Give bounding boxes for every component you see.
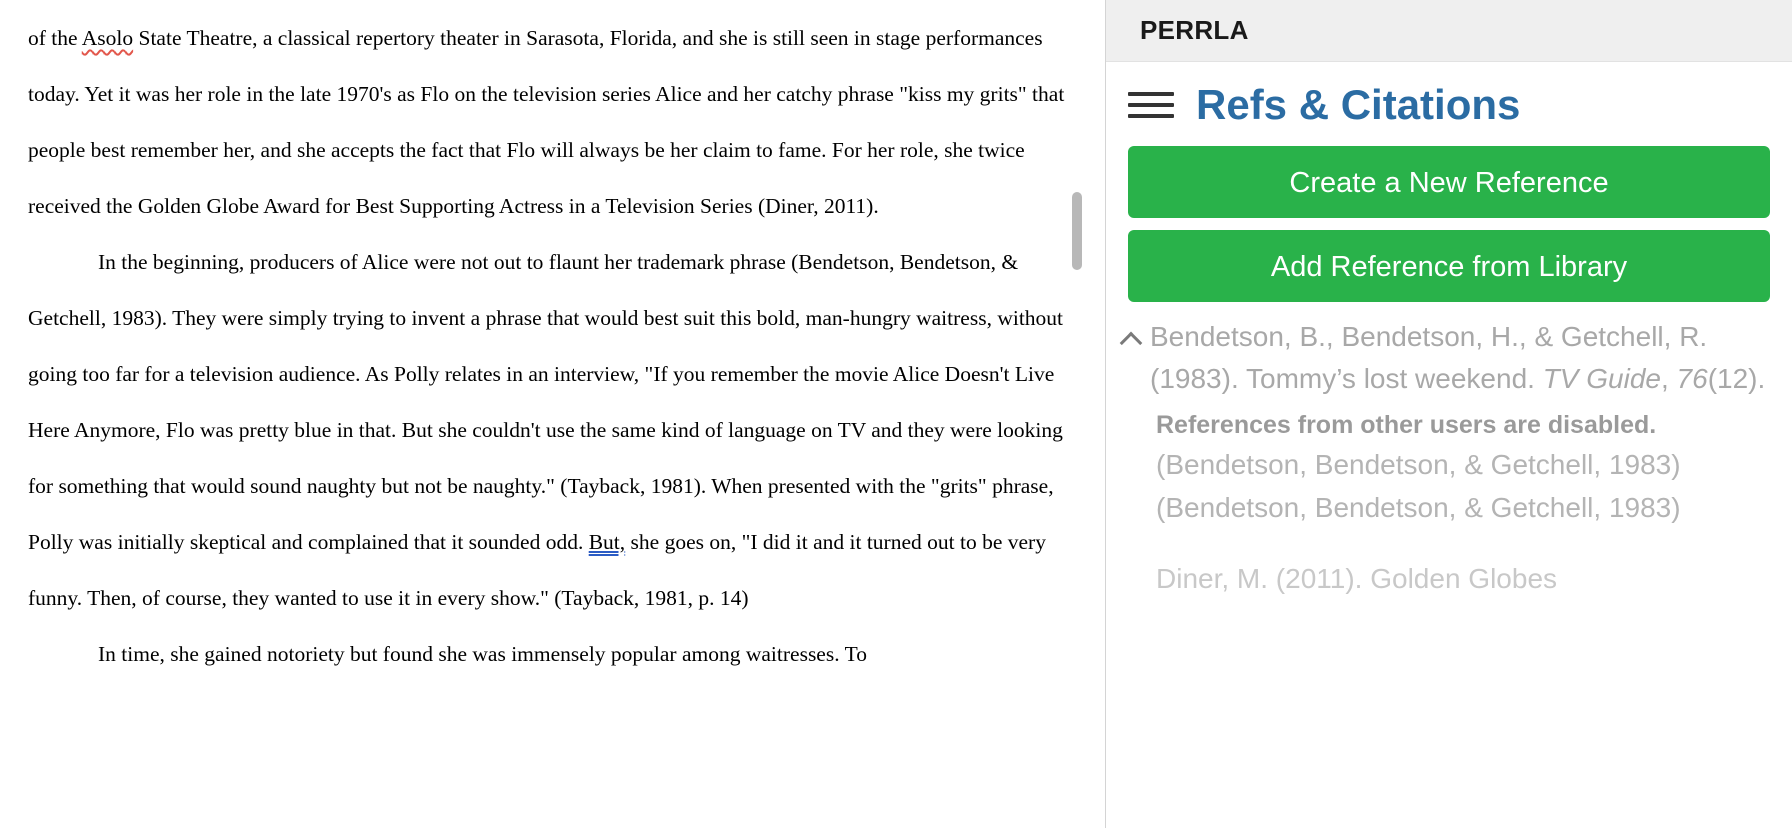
document-scrollbar-thumb[interactable]	[1072, 192, 1082, 270]
document-paragraph: In the beginning, producers of Alice were not out to flaunt her trademark phrase (Bendetson, Bendetson, & Getchell, 1983). They were simply trying to invent a phrase that would best suit this bold, man-hungry waitress, without going too far for a television audience. As Polly relates in an interview, "If you remember the movie Alice Doesn't Live Here Anymore, Flo was pretty blue in that. But she couldn't use the same kind of language on TV and they were looking for something that would sound naughty but not be naughty." (Tayback, 1981). When presented with the "grits" phrase, Polly was initially skeptical and complained that it sounded odd. But, she goes on, "I did it and it turned out to be very funny. Then, of course, they wanted to use it in every show." (Tayback, 1981, p. 14)	[28, 250, 1064, 610]
chevron-up-icon[interactable]	[1120, 328, 1142, 350]
document-paragraph: In time, she gained notoriety but found she was immensely popular among waitresses. To	[98, 642, 867, 666]
reference-volume: 76	[1676, 363, 1708, 394]
document-paragraph: of the Asolo State Theatre, a classical repertory theater in Sarasota, Florida, and she is still seen in stage performances today. Yet it was her role in the late 1970's as Flo on the television series Alice and her catchy phrase "kiss my grits" that people best remember her, and she accepts the fact that Flo will always be her claim to fame. For her role, she twice received the Golden Globe Award for Best Supporting Actress in a Television Series (Diner, 2011).	[28, 26, 1065, 218]
hamburger-menu-icon[interactable]	[1128, 88, 1174, 122]
reference-item[interactable]	[1120, 316, 1770, 400]
action-button-group	[1106, 136, 1792, 302]
create-new-reference-button[interactable]: Create a New Reference	[1128, 146, 1770, 218]
reference-source-title: TV Guide	[1542, 363, 1661, 394]
perrla-sidebar	[1106, 0, 1792, 828]
in-text-citation[interactable]: (Bendetson, Bendetson, & Getchell, 1983)	[1156, 449, 1681, 480]
brand-title: PERRLA	[1140, 15, 1249, 45]
grammar-flagged-word[interactable]: But,	[588, 530, 626, 554]
references-disabled-note: References from other users are disabled.	[1156, 411, 1657, 439]
in-text-citation[interactable]: (Bendetson, Bendetson, & Getchell, 1983)	[1156, 492, 1681, 523]
panel-title: Refs & Citations	[1196, 81, 1521, 128]
reference-item[interactable]: Diner, M. (2011). Golden Globes	[1156, 563, 1558, 594]
reference-text-between: ,	[1660, 363, 1677, 394]
document-text[interactable]	[0, 10, 1106, 682]
reference-citation-text	[1150, 316, 1770, 400]
reference-text-after: (12).	[1707, 363, 1766, 394]
reference-text-before-italic: Bendetson, B., Bendetson, H., & Getchell, R. (1983). Tommy’s lost weekend.	[1150, 321, 1708, 394]
sidebar-header	[1106, 0, 1792, 62]
reference-list	[1106, 302, 1792, 600]
document-scrollbar[interactable]	[1070, 0, 1084, 828]
add-reference-from-library-button[interactable]: Add Reference from Library	[1128, 230, 1770, 302]
misspelled-word[interactable]: Asolo	[81, 26, 134, 50]
panel-title-row	[1106, 62, 1792, 136]
